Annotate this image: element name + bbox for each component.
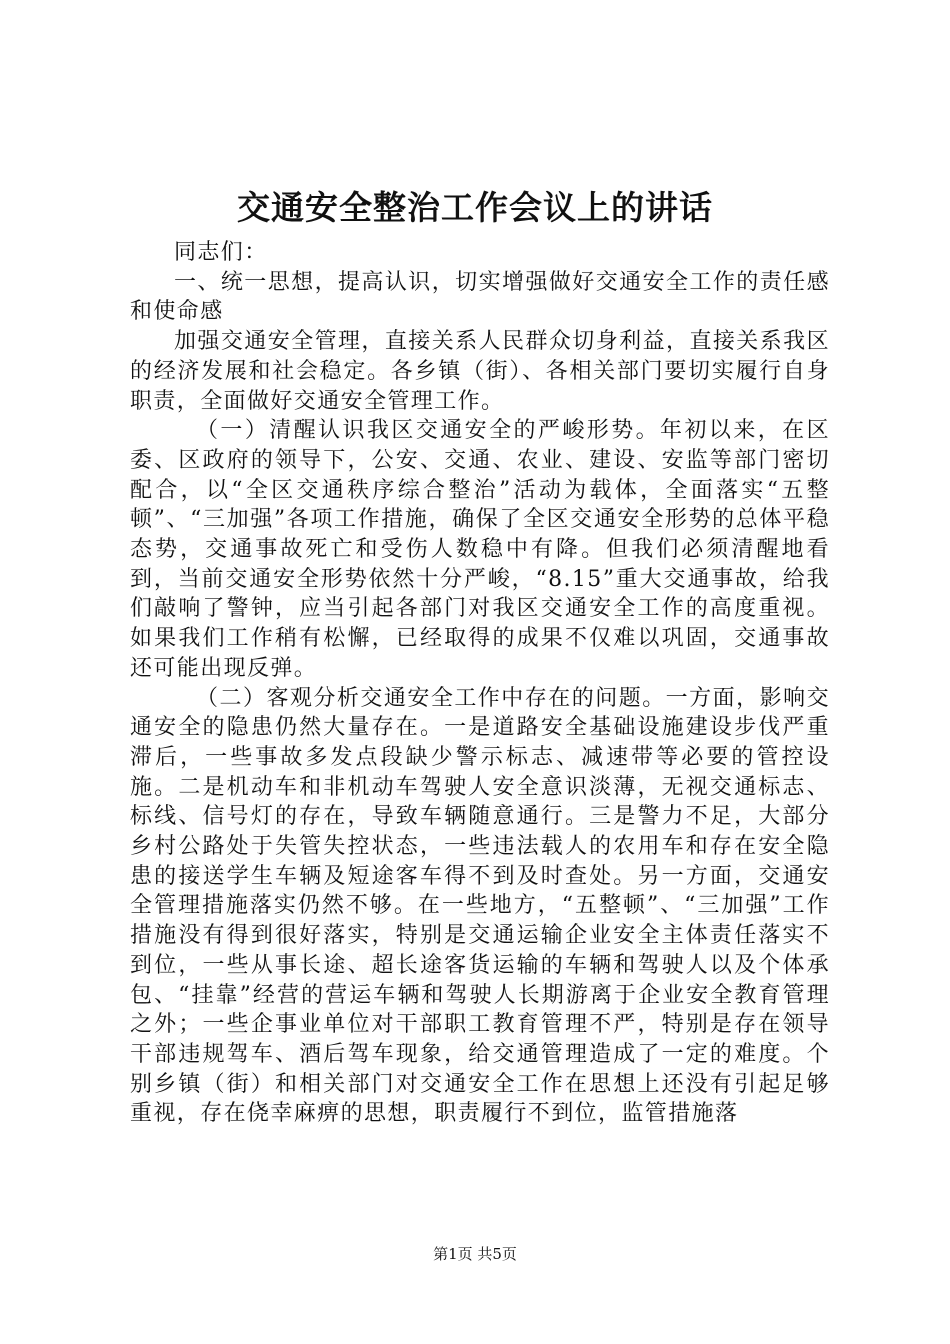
salutation: 同志们： <box>174 240 268 265</box>
document-body <box>130 238 830 1129</box>
paragraph-intro: 加强交通安全管理，直接关系人民群众切身利益，直接关系我区的经济发展和社会稳定。各乡镇（街）、各相关部门要切实履行自身职责，全面做好交通安全管理工作。 <box>130 329 830 414</box>
page-number-footer: 第1页 共5页 <box>433 1245 517 1263</box>
paragraph-problems: （二）客观分析交通安全工作中存在的问题。一方面，影响交通安全的隐患仍然大量存在。一是道路安全基础设施建设步伐严重滞后，一些事故多发点段缺少警示标志、减速带等必要的管控设施。二是机动车和非机动车驾驶人安全意识淡薄，无视交通标志、标线、信号灯的存在，导致车辆随意通行。三是警力不足，大部分乡村公路处于失管失控状态，一些违法载人的农用车和存在安全隐患的接送学生车辆及短途客车得不到及时查处。另一方面，交通安全管理措施落实仍然不够。在一些地方，“五整顿”、“三加强”工作措施没有得到很好落实，特别是交通运输企业安全主体责任落实不到位，一些从事长途、超长途客货运输的车辆和驾驶人以及个体承包、“挂靠”经营的营运车辆和驾驶人长期游离于企业安全教育管理之外；一些企事业单位对干部职工教育管理不严，特别是存在领导干部违规驾车、酒后驾车现象，给交通管理造成了一定的难度。个别乡镇（街）和相关部门对交通安全工作在思想上还没有引起足够重视，存在侥幸麻痹的思想，职责履行不到位，监管措施落 <box>130 685 830 1127</box>
paragraph-situation: （一）清醒认识我区交通安全的严峻形势。年初以来，在区委、区政府的领导下，公安、交通、农业、建设、安监等部门密切配合，以“全区交通秩序综合整治”活动为载体，全面落实“五整顿”、“三加强”各项工作措施，确保了全区交通安全形势的总体平稳态势，交通事故死亡和受伤人数稳中有降。但我们必须清醒地看到，当前交通安全形势依然十分严峻，“8.15”重大交通事故，给我们敲响了警钟，应当引起各部门对我区交通安全工作的高度重视。如果我们工作稍有松懈，已经取得的成果不仅难以巩固，交通事故还可能出现反弹。 <box>130 418 830 681</box>
section-heading-1: 一、统一思想，提高认识，切实增强做好交通安全工作的责任感和使命感 <box>130 269 830 325</box>
document-title: 交通安全整治工作会议上的讲话 <box>237 188 713 227</box>
